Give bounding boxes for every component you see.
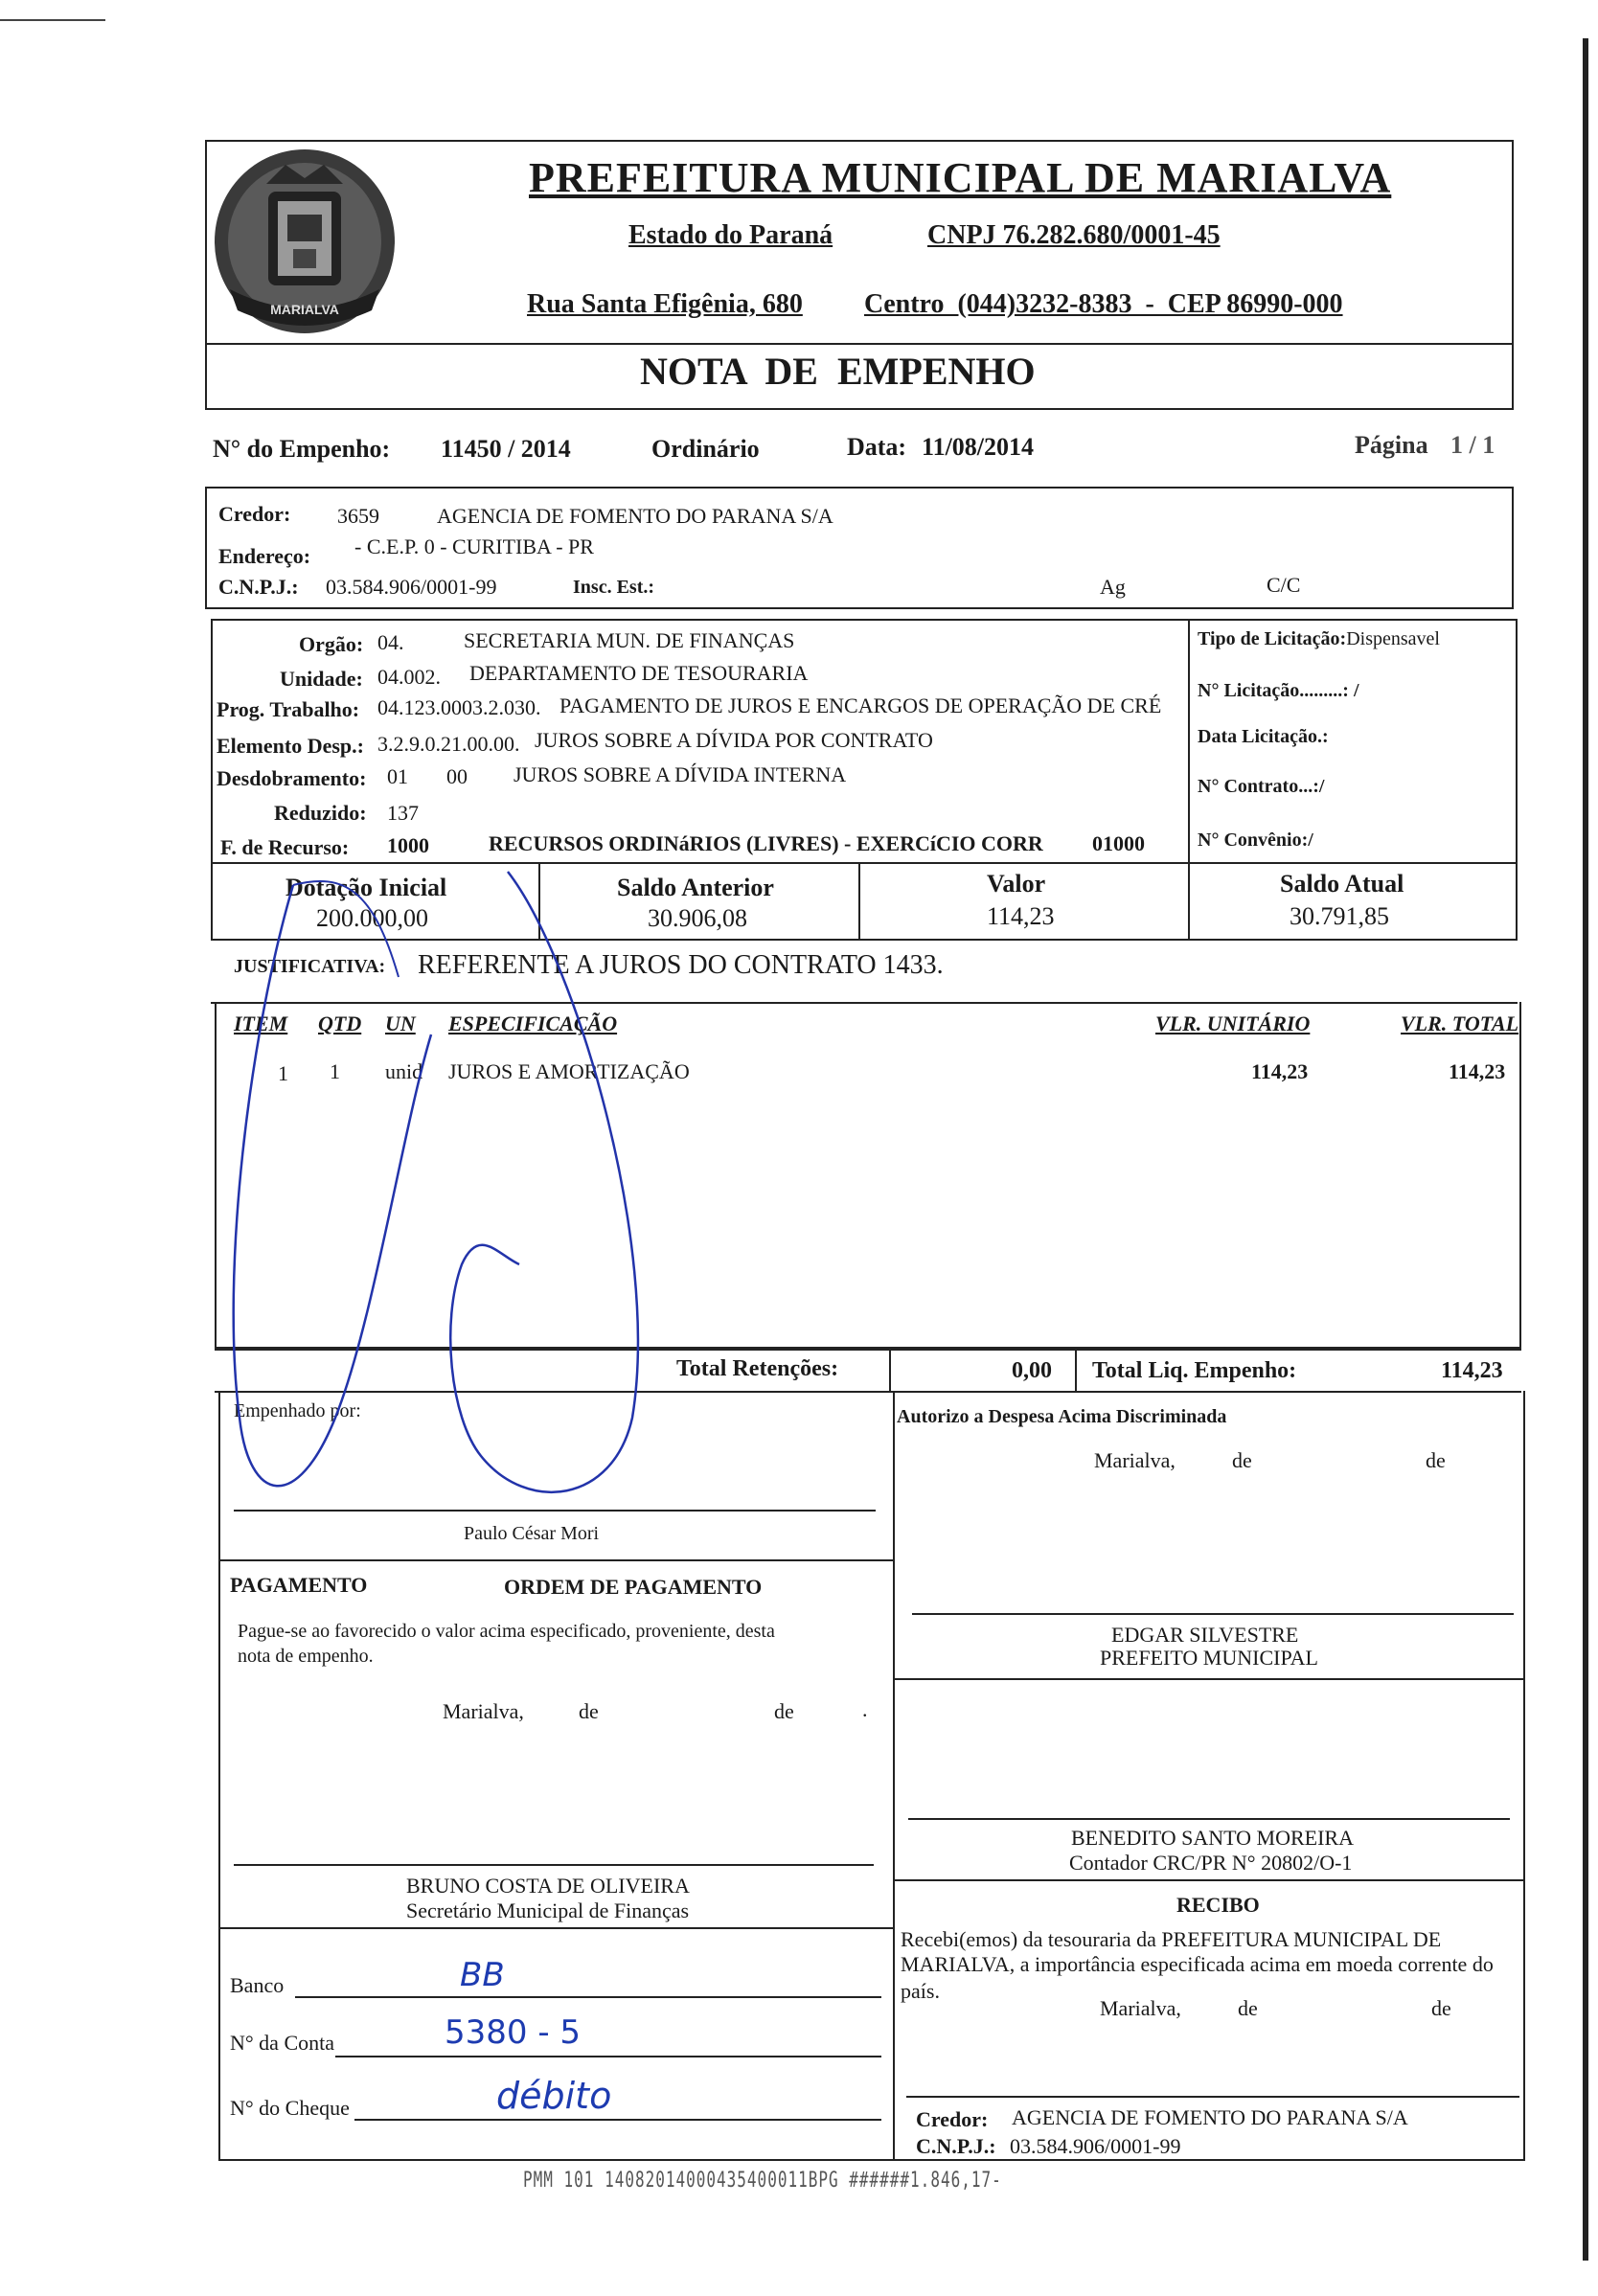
recibo-line2: MARIALVA, a importância especificada acima em moeda corrente do: [901, 1952, 1494, 1976]
recurso-code: 1000: [387, 833, 429, 857]
empenho-number-label: N° do Empenho:: [213, 435, 391, 463]
col-un-header: UN: [385, 1012, 416, 1035]
banco-label: Banco: [230, 1973, 285, 1997]
pagamento-de1: de: [579, 1699, 599, 1723]
pagamento-label: PAGAMENTO: [230, 1573, 368, 1597]
saldo-atual-label: Saldo Atual: [1280, 870, 1404, 898]
scan-right-edge: [1583, 38, 1588, 2261]
licitacao-tipo: [1198, 628, 1440, 650]
prefeito-name: EDGAR SILVESTRE: [1111, 1623, 1299, 1647]
footer-cnpj: 03.584.906/0001-99: [1010, 2134, 1181, 2158]
desdob-label: Desdobramento:: [217, 766, 367, 790]
footer-cnpj-label: C.N.P.J.:: [916, 2134, 996, 2158]
retencoes-label: Total Retenções:: [676, 1356, 839, 1381]
orgao-label: Orgão:: [299, 632, 364, 656]
coat-of-arms-icon: [209, 146, 400, 343]
row-spec: JUROS E AMORTIZAÇÃO: [448, 1059, 690, 1083]
secretario-role: Secretário Municipal de Finanças: [406, 1898, 690, 1922]
totals-divider-1: [889, 1349, 891, 1391]
contador-signature-line: [908, 1818, 1510, 1820]
recibo-line3: país.: [901, 1979, 940, 2003]
lower-center-divider: [893, 1391, 895, 2161]
org-address: Rua Santa Efigênia, 680: [527, 289, 803, 319]
prefeito-role: PREFEITO MUNICIPAL: [1100, 1646, 1318, 1670]
dotacao-inicial-value: 200.000,00: [316, 904, 428, 932]
cheque-line: [354, 2119, 881, 2121]
credor-cnpj-label: C.N.P.J.:: [218, 575, 299, 599]
conta-value: 5380 - 5: [445, 2013, 582, 2052]
licitacao-date: Data Licitação.:: [1198, 726, 1329, 747]
empenhado-name: Paulo César Mori: [464, 1523, 600, 1544]
unidade-name: DEPARTAMENTO DE TESOURARIA: [469, 661, 809, 685]
recurso-name: RECURSOS ORDINáRIOS (LIVRES) - EXERCíCIO CORR: [489, 831, 1043, 855]
unidade-code: 04.002.: [377, 665, 441, 689]
desdob-name: JUROS SOBRE A DÍVIDA INTERNA: [514, 762, 847, 786]
saldo-atual-value: 30.791,85: [1290, 902, 1389, 930]
elemento-code: 3.2.9.0.21.00.00.: [377, 732, 520, 756]
empenho-date-label: Data:: [847, 433, 907, 461]
conta-label: N° da Conta: [230, 2031, 335, 2055]
prog-label: Prog. Trabalho:: [217, 697, 360, 721]
authentication-code: PMM 101 14082014000435400011BPG ######1.846,17-: [523, 2167, 1002, 2193]
valor-value: 114,23: [987, 902, 1055, 930]
contador-role: Contador CRC/PR N° 20802/O-1: [1069, 1851, 1353, 1875]
contador-bottom-line: [893, 1879, 1525, 1881]
ordem-pagamento-label: ORDEM DE PAGAMENTO: [504, 1575, 763, 1599]
credor-ag-label: Ag: [1100, 575, 1126, 599]
empenho-type: Ordinário: [651, 435, 760, 463]
licitacao-tipo-label: Tipo de Licitação:: [1198, 628, 1347, 649]
row-item: 1: [278, 1061, 288, 1085]
pagamento-dot: .: [862, 1697, 868, 1721]
page-label: Página: [1355, 431, 1428, 459]
col-item-header: ITEM: [234, 1012, 288, 1035]
contador-name: BENEDITO SANTO MOREIRA: [1071, 1826, 1354, 1850]
org-name: PREFEITURA MUNICIPAL DE MARIALVA: [529, 154, 1392, 201]
saldo-anterior-label: Saldo Anterior: [617, 874, 774, 901]
dotacao-inicial-label: Dotação Inicial: [285, 874, 447, 901]
credor-cnpj: 03.584.906/0001-99: [326, 575, 497, 599]
recibo-label: RECIBO: [1176, 1893, 1260, 1917]
footer-credor-name: AGENCIA DE FOMENTO DO PARANA S/A: [1012, 2105, 1408, 2129]
recibo-line1: Recebi(emos) da tesouraria da PREFEITURA MUNICIPAL DE: [901, 1927, 1442, 1951]
conta-line: [335, 2056, 881, 2057]
row-unit: 114,23: [1251, 1059, 1309, 1083]
desdob-code: 01: [387, 764, 408, 788]
elemento-name: JUROS SOBRE A DÍVIDA POR CONTRATO: [535, 728, 933, 752]
credor-cc-label: C/C: [1267, 573, 1301, 597]
liquido-label: Total Liq. Empenho:: [1092, 1358, 1297, 1383]
banco-line: [295, 1996, 881, 1998]
credor-address-label: Endereço:: [218, 544, 311, 568]
secretario-bottom-line: [218, 1927, 893, 1929]
convenio-number: N° Convênio:/: [1198, 830, 1313, 851]
autorizo-label: Autorizo a Despesa Acima Discriminada: [897, 1406, 1227, 1427]
unidade-label: Unidade:: [280, 667, 363, 691]
credor-insc-label: Insc. Est.:: [573, 577, 655, 598]
empenhado-label: Empenhado por:: [234, 1400, 361, 1421]
autorizo-de2: de: [1426, 1448, 1446, 1472]
liquido-value: 114,23: [1441, 1358, 1503, 1383]
licitacao-tipo-value: Dispensavel: [1346, 628, 1440, 649]
org-cnpj: CNPJ 76.282.680/0001-45: [927, 220, 1221, 250]
row-un: unid: [385, 1059, 423, 1083]
row-total: 114,23: [1449, 1059, 1506, 1083]
page-number: 1 / 1: [1450, 431, 1495, 459]
state-name: Estado do Paraná: [628, 220, 833, 250]
orgao-name: SECRETARIA MUN. DE FINANÇAS: [464, 628, 795, 652]
recibo-de1: de: [1238, 1996, 1258, 2020]
recibo-signature-line: [906, 2096, 1519, 2098]
orgao-code: 04.: [377, 630, 404, 654]
cheque-value: débito: [496, 2075, 612, 2117]
row-qtd: 1: [330, 1059, 340, 1083]
scan-left-edge: [0, 19, 105, 21]
pagamento-text-line2: nota de empenho.: [238, 1646, 374, 1667]
elemento-label: Elemento Desp.:: [217, 734, 364, 758]
empenho-date: 11/08/2014: [922, 433, 1035, 461]
org-district-phone-cep: Centro (044)3232-8383 - CEP 86990-000: [864, 289, 1343, 319]
saldo-anterior-value: 30.906,08: [648, 904, 747, 932]
col-unit-header: VLR. UNITÁRIO: [1155, 1012, 1311, 1035]
credor-name: AGENCIA DE FOMENTO DO PARANA S/A: [437, 504, 833, 528]
licitacao-number: N° Licitação.........: /: [1198, 680, 1359, 701]
col-qtd-header: QTD: [318, 1012, 362, 1035]
footer-credor-label: Credor:: [916, 2107, 989, 2131]
autorizo-de1: de: [1232, 1448, 1252, 1472]
pagamento-text-line1: Pague-se ao favorecido o valor acima especificado, proveniente, desta: [238, 1621, 775, 1642]
prog-name: PAGAMENTO DE JUROS E ENCARGOS DE OPERAÇÃO DE CRÉ: [559, 693, 1162, 717]
banco-value: BB: [460, 1956, 505, 1994]
licitacao-divider: [1188, 619, 1190, 862]
col-total-header: VLR. TOTAL: [1401, 1012, 1519, 1035]
empenho-number: 11450 / 2014: [441, 435, 571, 463]
recibo-de2: de: [1431, 1996, 1451, 2020]
handwritten-signature-icon: [211, 843, 671, 1533]
autorizo-city: Marialva,: [1094, 1448, 1176, 1472]
cheque-label: N° do Cheque: [230, 2096, 350, 2120]
totals-divider-2: [1075, 1349, 1077, 1391]
document-title: NOTA DE EMPENHO: [640, 350, 1036, 393]
credor-address: - C.E.P. 0 - CURITIBA - PR: [354, 534, 594, 558]
retencoes-value: 0,00: [1012, 1358, 1052, 1383]
secretario-name: BRUNO COSTA DE OLIVEIRA: [406, 1874, 690, 1898]
recibo-city: Marialva,: [1100, 1996, 1181, 2020]
saldos-divider-2: [858, 862, 860, 941]
reduzido-label: Reduzido:: [274, 801, 367, 825]
svg-text:MARIALVA: MARIALVA: [270, 302, 339, 317]
pagamento-de2: de: [774, 1699, 794, 1723]
prog-code: 04.123.0003.2.030.: [377, 695, 541, 719]
secretario-signature-line: [234, 1864, 874, 1866]
prefeito-bottom-line: [893, 1678, 1525, 1680]
header-divider: [205, 343, 1514, 345]
desdob-sub: 00: [446, 764, 468, 788]
credor-code: 3659: [337, 504, 379, 528]
justificativa-text: REFERENTE A JUROS DO CONTRATO 1433.: [418, 950, 944, 980]
recurso-num: 01000: [1092, 831, 1145, 855]
contrato-number: N° Contrato...:/: [1198, 776, 1325, 797]
recurso-label: F. de Recurso:: [220, 835, 350, 859]
valor-label: Valor: [987, 870, 1046, 898]
pagamento-city: Marialva,: [443, 1699, 524, 1723]
col-spec-header: ESPECIFICAÇÃO: [448, 1012, 618, 1035]
reduzido-value: 137: [387, 801, 419, 825]
credor-label: Credor:: [218, 502, 291, 526]
justificativa-label: JUSTIFICATIVA:: [234, 956, 386, 977]
empenhado-bottom-line: [218, 1559, 893, 1561]
prefeito-signature-line: [912, 1613, 1514, 1615]
saldos-divider-3: [1188, 862, 1190, 941]
